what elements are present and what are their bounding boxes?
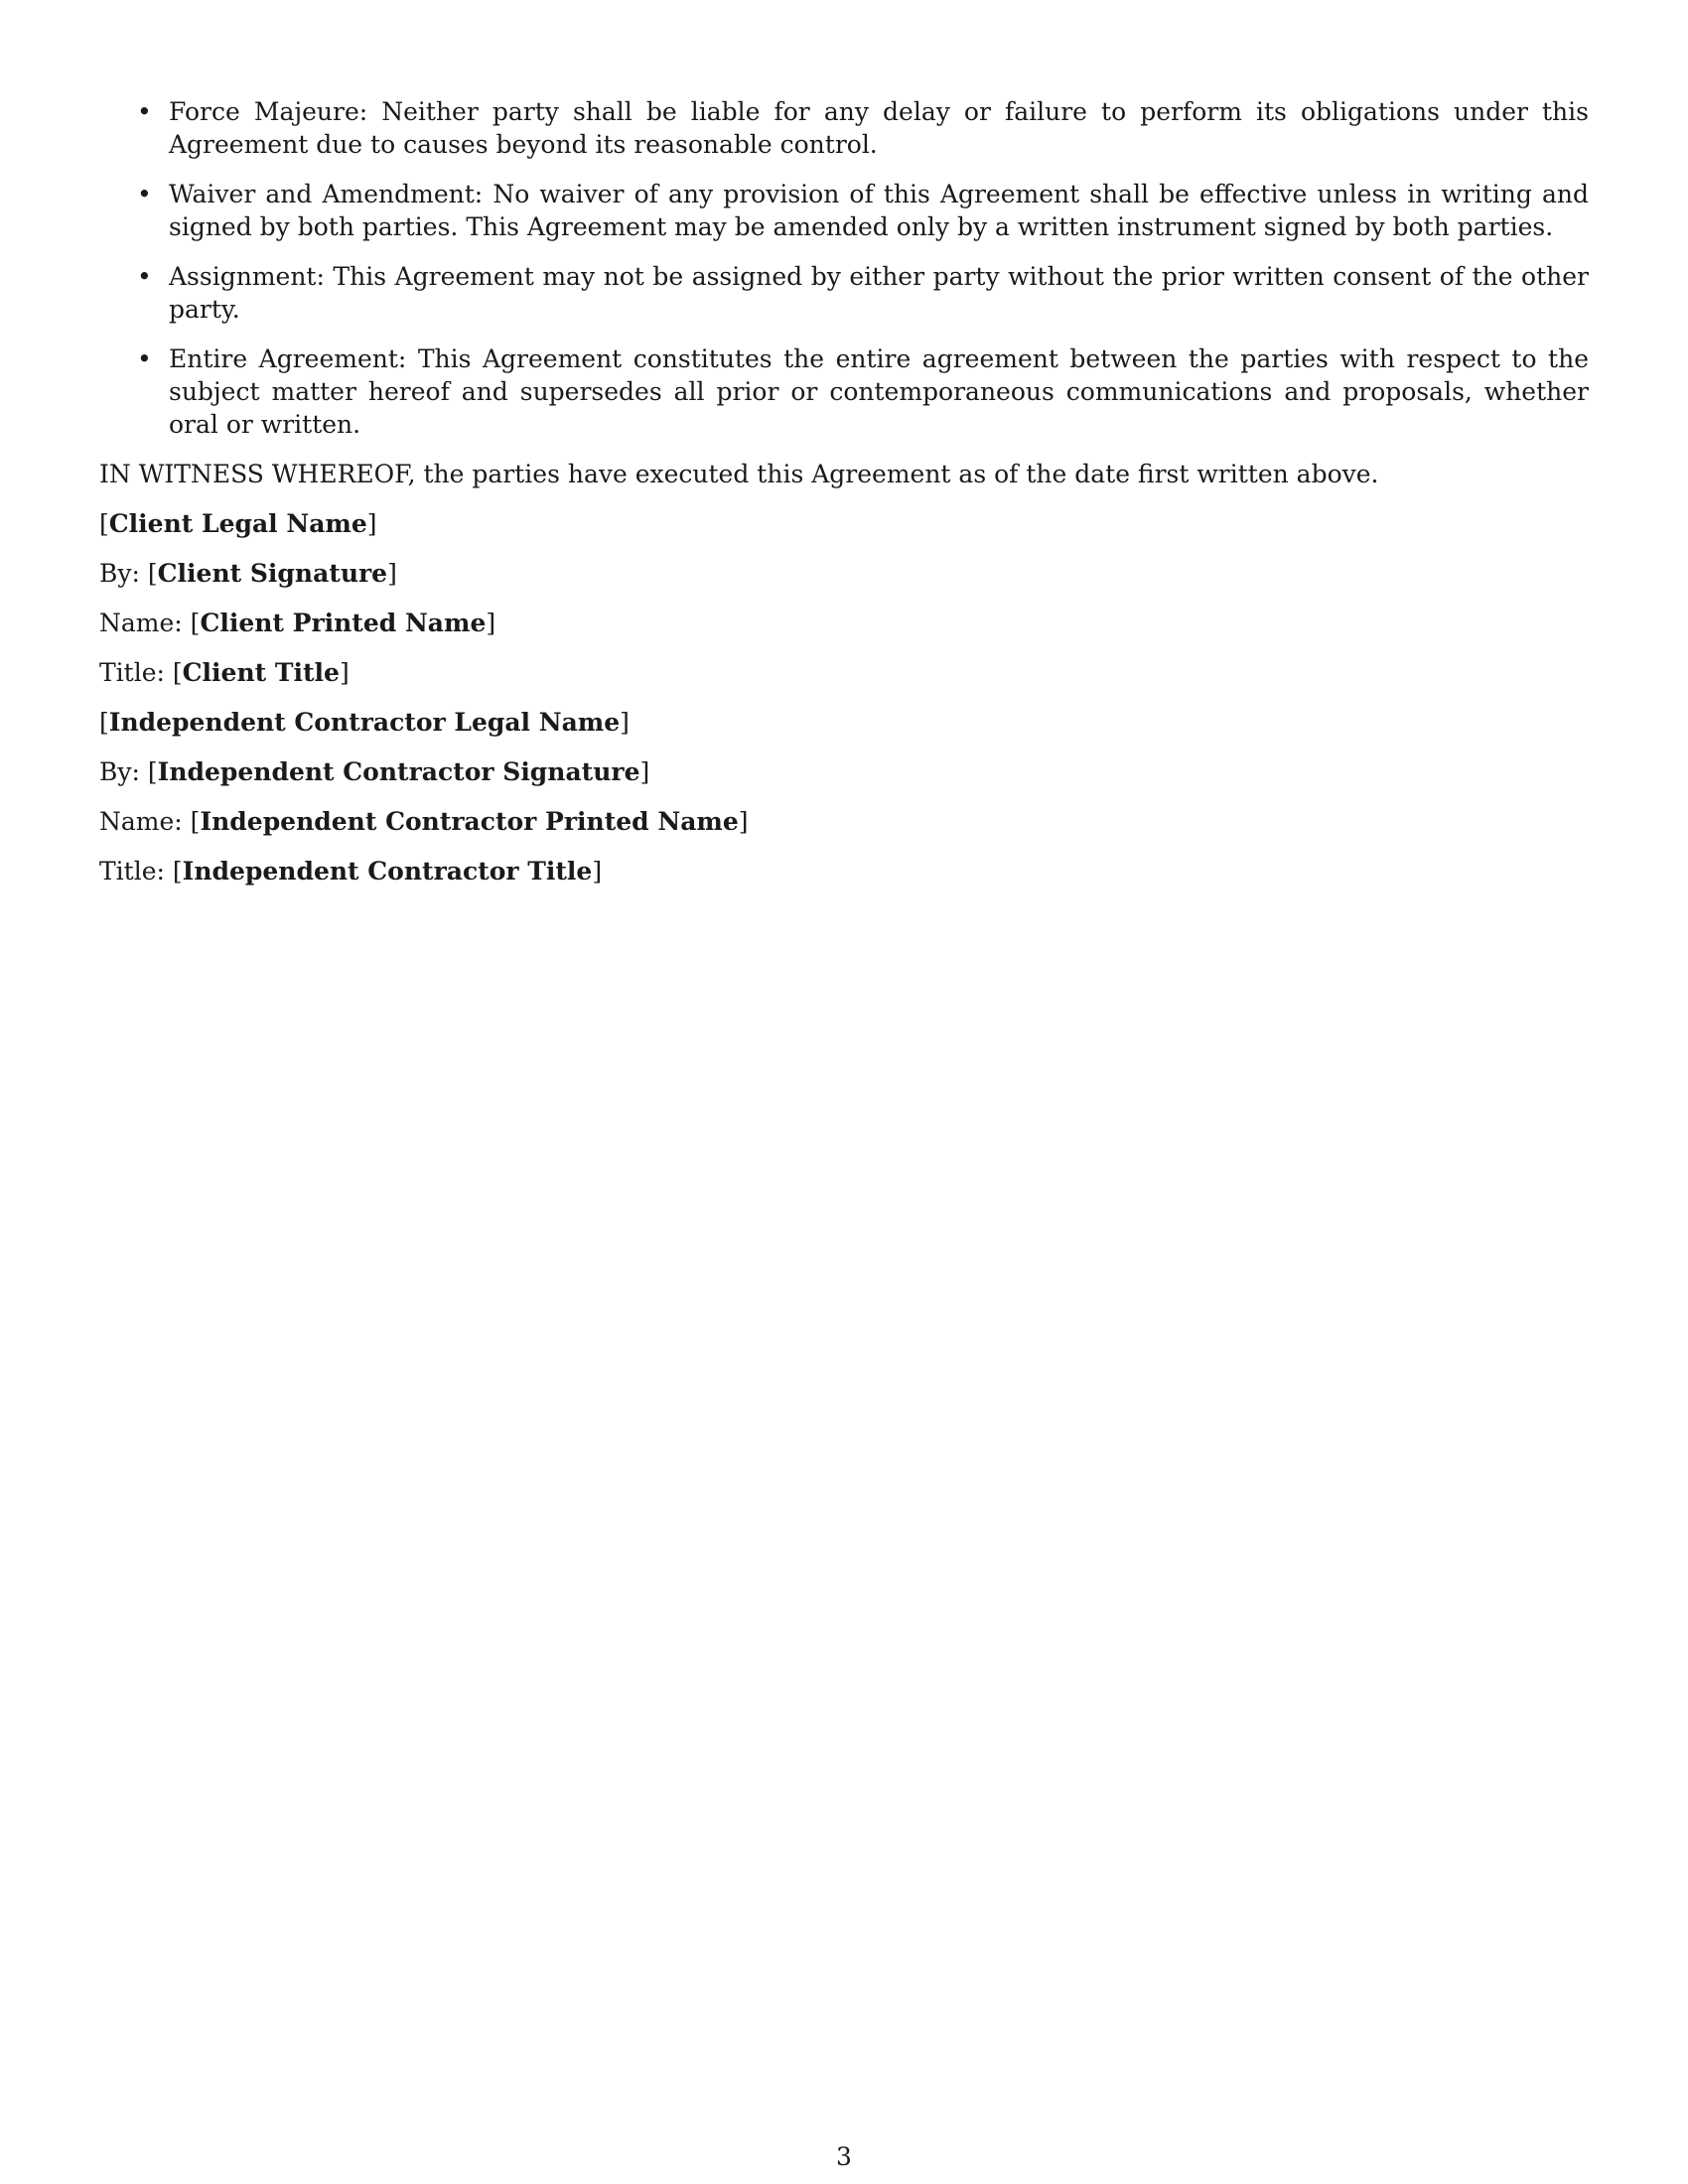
contractor-signature-placeholder: Independent Contractor Signature bbox=[157, 757, 640, 786]
bracket-open: [ bbox=[99, 708, 109, 737]
bracket-close: ] bbox=[620, 708, 630, 737]
clause-text: Assignment: This Agreement may not be assigned by either party without the prior written consent of the other party. bbox=[169, 262, 1589, 324]
bracket-close: ] bbox=[387, 559, 397, 588]
bracket-open: [ bbox=[190, 609, 201, 637]
client-legal-name-value: Client Legal Name bbox=[108, 509, 367, 538]
bullet: • bbox=[137, 262, 152, 291]
client-title-placeholder: Client Title bbox=[182, 658, 340, 687]
by-label: By: bbox=[99, 757, 140, 786]
bullet: • bbox=[137, 97, 152, 126]
contractor-name-line bbox=[99, 805, 1589, 838]
bracket-close: ] bbox=[366, 509, 377, 538]
bracket-close: ] bbox=[639, 757, 650, 786]
name-label: Name: bbox=[99, 807, 183, 836]
contractor-by-line bbox=[99, 755, 1589, 788]
clause-text: Force Majeure: Neither party shall be liable for any delay or failure to perform its obligations under this Agreement due to causes beyond its reasonable control. bbox=[169, 97, 1589, 159]
bracket-open: [ bbox=[99, 509, 109, 538]
bracket-open: [ bbox=[172, 658, 183, 687]
bullet: • bbox=[137, 344, 152, 373]
title-label: Title: bbox=[99, 857, 165, 886]
client-signature-placeholder: Client Signature bbox=[157, 559, 388, 588]
client-legal-name bbox=[99, 507, 1589, 540]
bracket-open: [ bbox=[172, 857, 183, 886]
bracket-close: ] bbox=[486, 609, 496, 637]
bullet: • bbox=[137, 180, 152, 208]
page-number: 3 bbox=[836, 2142, 852, 2171]
clause-text: Entire Agreement: This Agreement constitutes the entire agreement between the parties with respect to the subject matter hereof and supersedes all prior or contemporaneous communications and proposals, whether oral or written. bbox=[169, 344, 1589, 439]
name-label: Name: bbox=[99, 609, 183, 637]
title-label: Title: bbox=[99, 658, 165, 687]
bracket-open: [ bbox=[147, 757, 158, 786]
clause-entire-agreement bbox=[99, 342, 1589, 441]
client-name-line bbox=[99, 607, 1589, 639]
clause-force-majeure bbox=[99, 95, 1589, 161]
by-label: By: bbox=[99, 559, 140, 588]
witness-statement: IN WITNESS WHEREOF, the parties have executed this Agreement as of the date first written above. bbox=[99, 460, 1379, 488]
bracket-close: ] bbox=[738, 807, 749, 836]
contractor-legal-name-value: Independent Contractor Legal Name bbox=[108, 708, 621, 737]
bracket-close: ] bbox=[592, 857, 603, 886]
clause-assignment bbox=[99, 260, 1589, 326]
client-printed-name-placeholder: Client Printed Name bbox=[200, 609, 487, 637]
bracket-close: ] bbox=[339, 658, 350, 687]
contractor-printed-name-placeholder: Independent Contractor Printed Name bbox=[200, 807, 739, 836]
bracket-open: [ bbox=[147, 559, 158, 588]
clause-waiver-amendment bbox=[99, 178, 1589, 243]
contractor-title-line bbox=[99, 855, 1589, 887]
bracket-open: [ bbox=[190, 807, 201, 836]
client-by-line bbox=[99, 557, 1589, 590]
document-page bbox=[99, 95, 1589, 904]
clause-text: Waiver and Amendment: No waiver of any provision of this Agreement shall be effective unless in writing and signed by both parties. This Agreement may be amended only by a written instrument signed by both parties. bbox=[169, 180, 1589, 241]
contractor-legal-name bbox=[99, 706, 1589, 739]
clause-list bbox=[99, 95, 1589, 441]
contractor-title-placeholder: Independent Contractor Title bbox=[182, 857, 593, 886]
client-title-line bbox=[99, 656, 1589, 689]
